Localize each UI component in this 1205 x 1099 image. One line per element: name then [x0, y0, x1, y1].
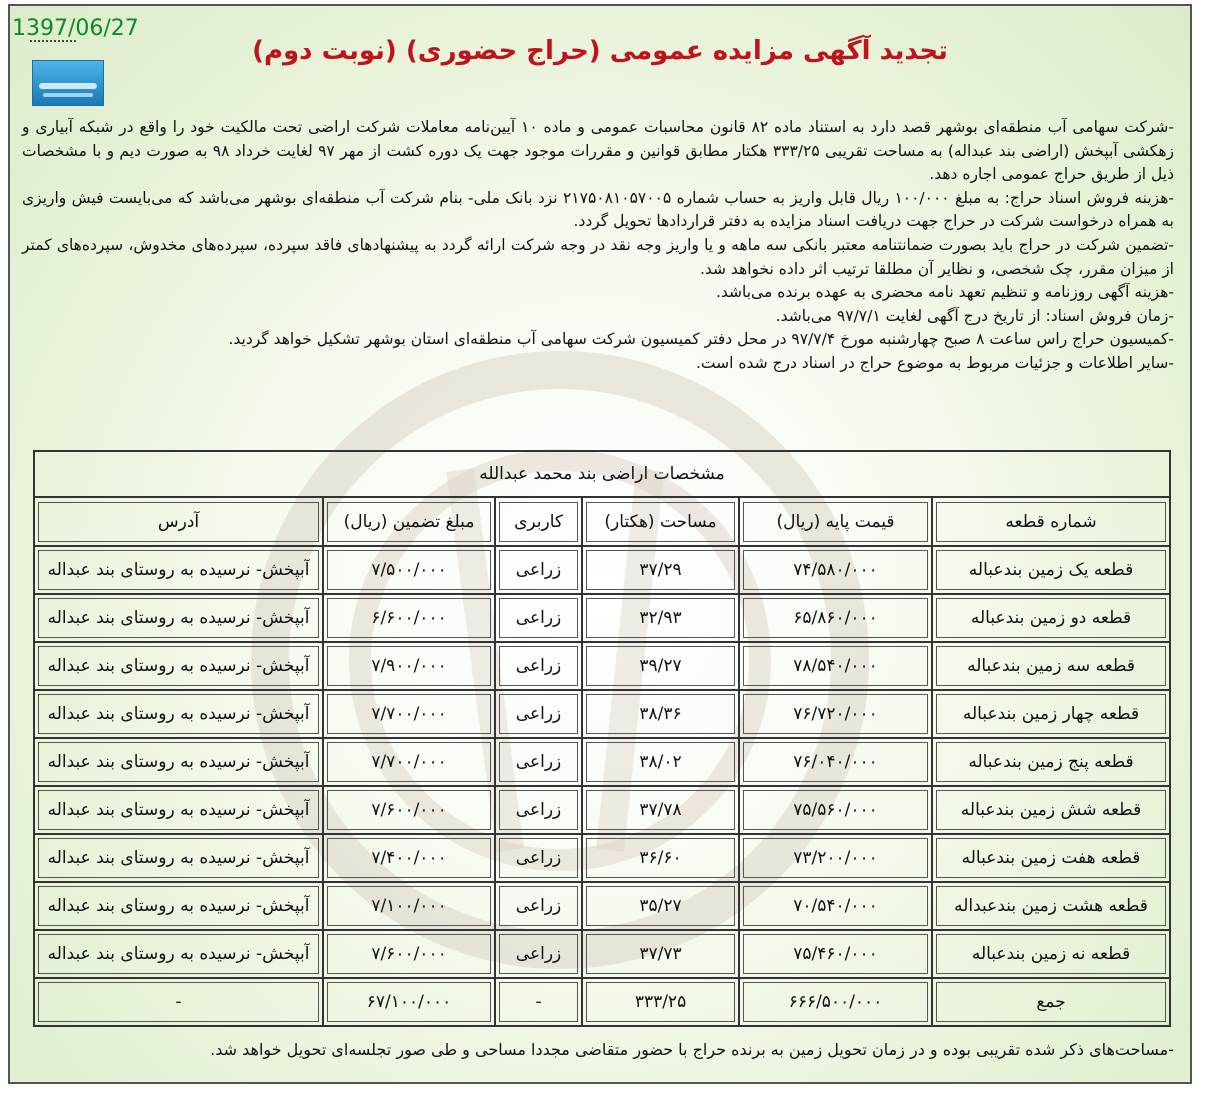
table-row: قطعه سه زمین بندعباله ۷۸/۵۴۰/۰۰۰ ۳۹/۲۷ زراعی ۷/۹۰۰/۰۰۰ آبپخش- نرسیده به روستای بند عبداله [34, 642, 1170, 690]
publish-date: 1397/06/27 [12, 16, 139, 41]
table-row: قطعه شش زمین بندعباله ۷۵/۵۶۰/۰۰۰ ۳۷/۷۸ زراعی ۷/۶۰۰/۰۰۰ آبپخش- نرسیده به روستای بند عبداله [34, 786, 1170, 834]
notice-title: تجدید آگهی مزایده عمومی (حراج حضوری) (نوبت دوم) [252, 36, 948, 66]
table-row: قطعه چهار زمین بندعباله ۷۶/۷۲۰/۰۰۰ ۳۸/۳۶ زراعی ۷/۷۰۰/۰۰۰ آبپخش- نرسیده به روستای بند عبداله [34, 690, 1170, 738]
table-row: قطعه پنج زمین بندعباله ۷۶/۰۴۰/۰۰۰ ۳۸/۰۲ زراعی ۷/۷۰۰/۰۰۰ آبپخش- نرسیده به روستای بند عبداله [34, 738, 1170, 786]
dotted-divider [30, 40, 76, 42]
header-guarantee-amount: مبلغ تضمین (ریال) [323, 497, 495, 546]
paragraph-other-info: -سایر اطلاعات و جزئیات مربوط به موضوع حراج در اسناد درج شده است. [695, 353, 1174, 372]
footer-note: -مساحت‌های ذکر شده تقریبی بوده و در زمان تحویل زمین به برنده حراج با حضور متقاضی مجددا مساحی و طی صور تجلسه‌ای تحویل خواهد شد. [210, 1040, 1174, 1059]
table-row: قطعه هشت زمین بندعبداله ۷۰/۵۴۰/۰۰۰ ۳۵/۲۷ زراعی ۷/۱۰۰/۰۰۰ آبپخش- نرسیده به روستای بند عبداله [34, 882, 1170, 930]
header-address: آدرس [34, 497, 323, 546]
table-row: قطعه دو زمین بندعباله ۶۵/۸۶۰/۰۰۰ ۳۲/۹۳ زراعی ۶/۶۰۰/۰۰۰ آبپخش- نرسیده به روستای بند عبداله [34, 594, 1170, 642]
table-total-row: جمع ۶۶۶/۵۰۰/۰۰۰ ۳۳۳/۲۵ - ۶۷/۱۰۰/۰۰۰ - [34, 978, 1170, 1026]
water-company-logo [32, 60, 104, 106]
paragraph-sale-time: -زمان فروش اسناد: از تاریخ درج آگهی لغایت ۹۷/۷/۱ می‌باشد. [775, 306, 1174, 325]
paragraph-commission: -کمیسیون حراج راس ساعت ۸ صبح چهارشنبه مورخ ۹۷/۷/۴ در محل دفتر کمیسیون شرکت سهامی آب منطقه‌ای استان بوشهر تشکیل خواهد گردید. [228, 330, 1174, 349]
notice-body [22, 116, 1174, 376]
table-row: قطعه هفت زمین بندعباله ۷۳/۲۰۰/۰۰۰ ۳۶/۶۰ زراعی ۷/۴۰۰/۰۰۰ آبپخش- نرسیده به روستای بند عبداله [34, 834, 1170, 882]
paragraph-ad-cost: -هزینه آگهی روزنامه و تنظیم تعهد نامه محضری به عهده برنده می‌باشد. [715, 283, 1174, 302]
paragraph-document-fee: -هزینه فروش اسناد حراج: به مبلغ ۱۰۰/۰۰۰ ریال قابل واریز به حساب شماره ۲۱۷۵۰۸۱۰۵۷۰۰۵ نزد بانک ملی- بنام شرکت آب منطقه‌ای بوشهر می‌باشد که می‌بایست فیش واریزی به همراه درخواست شرکت در حراج جهت دریافت اسناد مزایده به دفتر قراردادها تحویل گردد. [22, 188, 1174, 231]
header-area: مساحت (هکتار) [582, 497, 739, 546]
paragraph-guarantee: -تضمین شرکت در حراج باید بصورت ضمانتنامه معتبر بانکی سه ماهه و یا واریز وجه نقد در وجه شرکت ارائه گردد به پیشنهادهای فاقد سپرده، سپرده‌های مخدوش، سپرده‌های کمتر از میزان مقرر، چک شخصی، و نظایر آن مطلقا ترتیب اثر داده نخواهد شد. [22, 235, 1174, 278]
table-caption: مشخصات اراضی بند محمد عبدالله [34, 451, 1170, 497]
header-usage: کاربری [495, 497, 582, 546]
table-row: قطعه یک زمین بندعباله ۷۴/۵۸۰/۰۰۰ ۳۷/۲۹ زراعی ۷/۵۰۰/۰۰۰ آبپخش- نرسیده به روستای بند عبداله [34, 546, 1170, 594]
header-parcel-number: شماره قطعه [932, 497, 1170, 546]
header-base-price: قیمت پایه (ریال) [739, 497, 932, 546]
land-specs-table [33, 450, 1171, 1027]
paragraph-intro: -شرکت سهامی آب منطقه‌ای بوشهر قصد دارد به استناد ماده ۸۲ قانون محاسبات عمومی و ماده ۱۰ آیین‌نامه معاملات شرکت اراضی تحت مالکیت خود را واقع در شبکه آبیاری و زهکشی آبپخش (اراضی بند عبداله) به مساحت تقریبی ۳۳۳/۲۵ هکتار مطابق قوانین و مقررات موجود جهت یک دوره کشت از مهر ۹۷ لغایت خرداد ۹۸ به صورت دیم و با مشخصات ذیل از طریق حراج عمومی اجاره دهد. [22, 118, 1175, 184]
table-row: قطعه نه زمین بندعباله ۷۵/۴۶۰/۰۰۰ ۳۷/۷۳ زراعی ۷/۶۰۰/۰۰۰ آبپخش- نرسیده به روستای بند عبداله [34, 930, 1170, 978]
